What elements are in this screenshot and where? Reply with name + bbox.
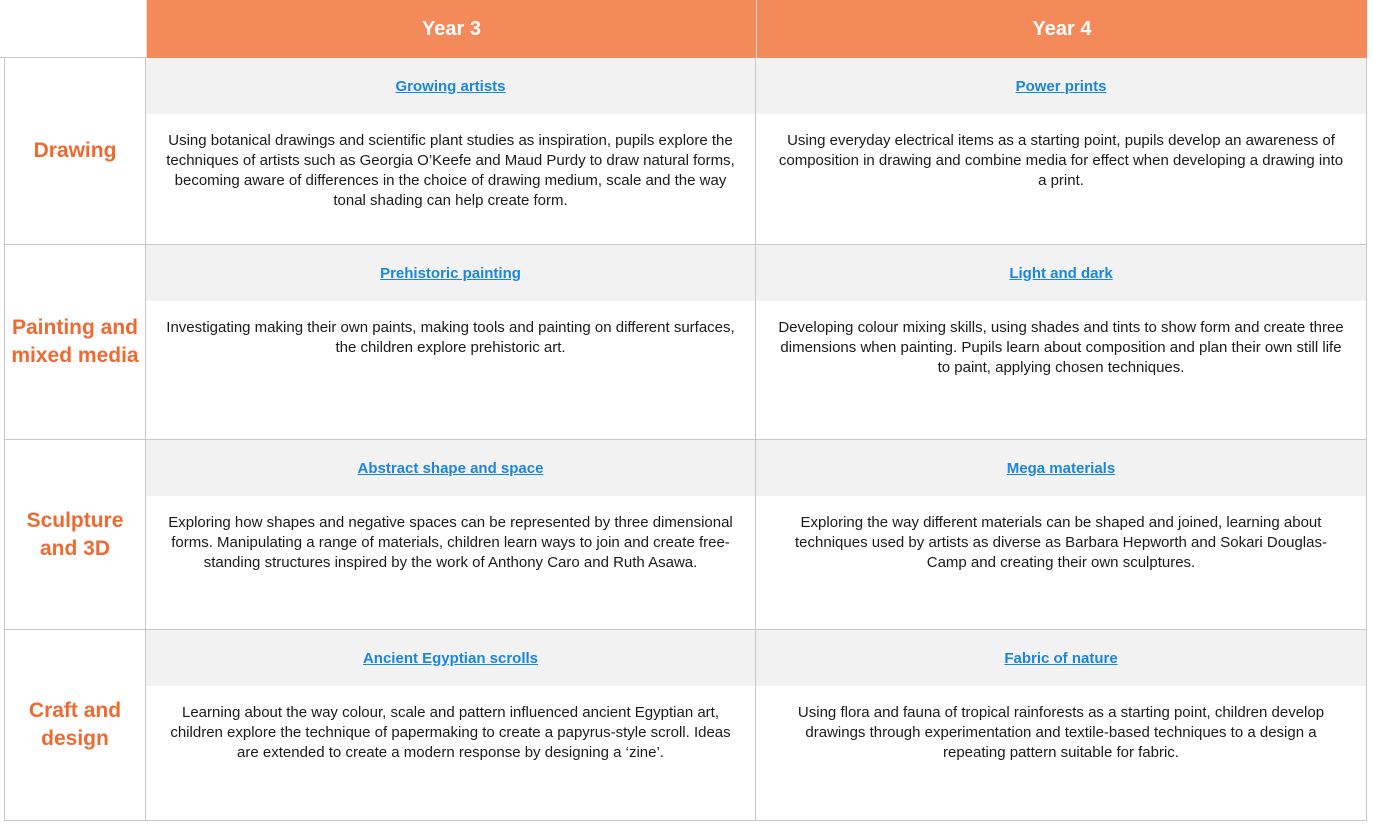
unit-description: Using botanical drawings and scientific plant studies as inspiration, pupils explore the techniques of artists such as Georgia O’Keefe and Maud Purdy to draw natural forms, becoming aware of differences in the choice of drawing medium, scale and the way tonal shading can help create form. [166,132,735,209]
unit-description: Exploring how shapes and negative spaces can be represented by three dimensional forms. Manipulating a range of materials, children learn ways to join and create free-standing structures inspired by the work of Anthony Caro and Ruth Asawa. [168,514,733,571]
cell-sculpture-year-4 [756,440,1367,630]
unit-description: Using flora and fauna of tropical rainforests as a starting point, children develop drawings through experimentation and textile-based techniques to a design a repeating pattern suitable for fabric. [797,704,1325,761]
unit-description: Exploring the way different materials can be shaped and joined, learning about techniques used by artists as diverse as Barbara Hepworth and Sokari Douglas-Camp and creating their own sculptures. [795,514,1327,571]
cell-craft-year-3 [146,630,756,821]
unit-description: Investigating making their own paints, making tools and painting on different surfaces, the children explore prehistoric art. [166,319,735,356]
cell-sculpture-year-3 [146,440,756,630]
cell-craft-year-4 [756,630,1367,821]
unit-link-prehistoric-painting[interactable]: Prehistoric painting [380,264,521,282]
unit-link-abstract-shape-and-space[interactable]: Abstract shape and space [357,459,544,477]
row-label-drawing: Drawing [4,58,146,245]
row-label-sculpture: Sculpture and 3D [4,440,146,630]
cell-painting-year-3 [146,245,756,440]
cell-painting-year-4 [756,245,1367,440]
cell-drawing-year-4 [756,58,1367,245]
row-label-craft: Craft and design [4,630,146,821]
unit-description: Using everyday electrical items as a starting point, pupils develop an awareness of composition in drawing and combine media for effect when developing a drawing into a print. [778,132,1344,189]
row-label-painting: Painting and mixed media [4,245,146,440]
unit-link-growing-artists[interactable]: Growing artists [395,77,506,95]
unit-description: Developing colour mixing skills, using shades and tints to show form and create three dimensions when painting. Pupils learn about composition and plan their own still life to paint, applying chosen techniques. [778,319,1344,376]
header-year-3: Year 3 [146,0,756,58]
unit-link-ancient-egyptian-scrolls[interactable]: Ancient Egyptian scrolls [362,649,539,667]
unit-description: Learning about the way colour, scale and pattern influenced ancient Egyptian art, children explore the technique of papermaking to create a papyrus-style scroll. Ideas are extended to create a modern response by designing a ‘zine’. [170,704,731,761]
header-corner [0,0,146,58]
unit-link-light-and-dark[interactable]: Light and dark [1009,264,1113,282]
unit-link-power-prints[interactable]: Power prints [1015,77,1107,95]
unit-link-fabric-of-nature[interactable]: Fabric of nature [1004,649,1118,667]
unit-link-mega-materials[interactable]: Mega materials [1006,459,1116,477]
cell-drawing-year-3 [146,58,756,245]
header-year-4: Year 4 [756,0,1367,58]
